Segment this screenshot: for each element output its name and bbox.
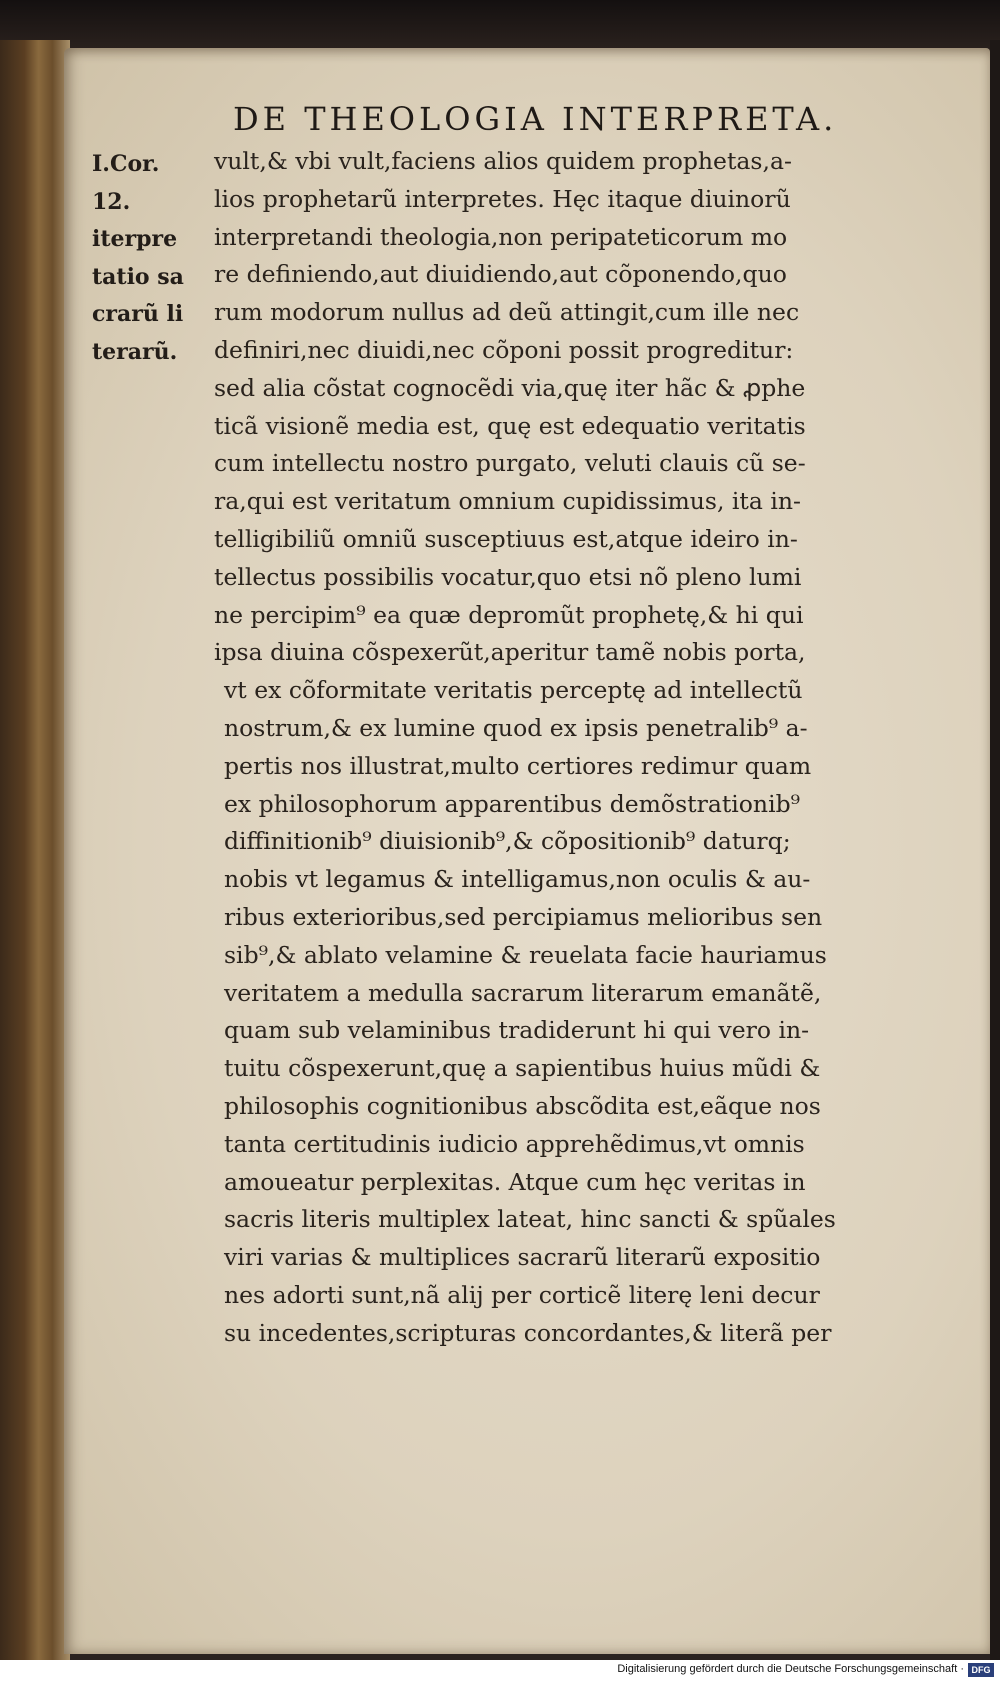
- text-line: viri varias & multiplices sacrarũ literarũ expositio: [224, 1243, 821, 1272]
- text-line: ne percipim⁹ ea quæ depromũt prophetę,& hi qui: [214, 600, 804, 629]
- book-top-shadow: [0, 0, 1000, 52]
- text-line: ipsa diuina cõspexerũt,aperitur tamẽ nobis porta,: [214, 638, 806, 667]
- dfg-logo-icon: DFG: [968, 1663, 994, 1677]
- text-line: tanta certitudinis iudicio apprehẽdimus,vt omnis: [224, 1129, 805, 1158]
- book-right-edge: [990, 40, 1000, 1660]
- text-line: telligibiliũ omniũ susceptiuus est,atque ideiro in-: [214, 524, 798, 553]
- text-line: ticã visionẽ media est, quę est edequatio veritatis: [214, 411, 806, 440]
- text-line: nostrum,& ex lumine quod ex ipsis penetralib⁹ a-: [224, 713, 808, 742]
- margin-notes: [92, 146, 212, 371]
- margin-note: crarũ li: [92, 301, 184, 327]
- text-line: quam sub velaminibus tradiderunt hi qui vero in-: [224, 1016, 810, 1045]
- margin-note: 12.: [92, 188, 131, 215]
- text-line: diffinitionib⁹ diuisionib⁹,& cõpositionib⁹ daturq;: [224, 827, 791, 856]
- body-text: [214, 143, 934, 1353]
- text-line: lios prophetarũ interpretes. Hęc itaque diuinorũ: [214, 184, 791, 213]
- text-line: tellectus possibilis vocatur,quo etsi nõ pleno lumi: [214, 562, 802, 591]
- text-line: veritatem a medulla sacrarum literarum emanãtẽ,: [224, 978, 822, 1007]
- text-line: vt ex cõformitate veritatis perceptę ad intellectũ: [224, 676, 803, 705]
- margin-note: tatio sa: [92, 263, 184, 290]
- text-line: nes adorti sunt,nã alij per corticẽ literę leni decur: [224, 1280, 820, 1309]
- text-line: ra,qui est veritatum omnium cupidissimus, ita in-: [214, 487, 801, 516]
- text-line: vult,& vbi vult,faciens alios quidem prophetas,a-: [214, 147, 792, 175]
- text-line: ex philosophorum apparentibus demõstrationib⁹: [224, 789, 801, 818]
- text-line: definiri,nec diuidi,nec cõponi possit progreditur:: [214, 335, 794, 364]
- text-line: amoueatur perplexitas. Atque cum hęc veritas in: [224, 1167, 806, 1196]
- text-line: nobis vt legamus & intelligamus,non oculis & au-: [224, 865, 811, 894]
- running-title: DE THEOLOGIA INTERPRETA.: [233, 100, 838, 138]
- text-line: tuitu cõspexerunt,quę a sapientibus huius mũdi &: [224, 1054, 821, 1083]
- funding-credit: Digitalisierung gefördert durch die Deutsche Forschungsgemeinschaft ·: [617, 1663, 964, 1675]
- margin-note: terarũ.: [92, 338, 178, 365]
- text-line: sacris literis multiplex lateat, hinc sancti & spũales: [224, 1205, 836, 1234]
- text-line: ribus exterioribus,sed percipiamus melioribus sen: [224, 902, 823, 931]
- text-line: pertis nos illustrat,multo certiores redimur quam: [224, 751, 812, 780]
- text-line: sib⁹,& ablato velamine & reuelata facie hauriamus: [224, 940, 827, 969]
- text-line: re definiendo,aut diuidiendo,aut cõponendo,quo: [214, 260, 787, 289]
- book-spine-edge: [0, 40, 70, 1660]
- margin-note: iterpre: [92, 226, 178, 252]
- text-line: su incedentes,scripturas concordantes,& literã per: [224, 1318, 832, 1347]
- text-line: philosophis cognitionibus abscõdita est,eãque nos: [224, 1091, 821, 1120]
- text-line: sed alia cõstat cognocẽdi via,quę iter hãc & ꝓphe: [214, 373, 806, 402]
- text-line: cum intellectu nostro purgato, veluti clauis cũ se-: [214, 449, 806, 478]
- text-line: rum modorum nullus ad deũ attingit,cum ille nec: [214, 298, 800, 327]
- text-line: interpretandi theologia,non peripateticorum mo: [214, 222, 788, 251]
- footer-bar: [0, 1660, 1000, 1681]
- margin-note: I.Cor.: [92, 151, 160, 177]
